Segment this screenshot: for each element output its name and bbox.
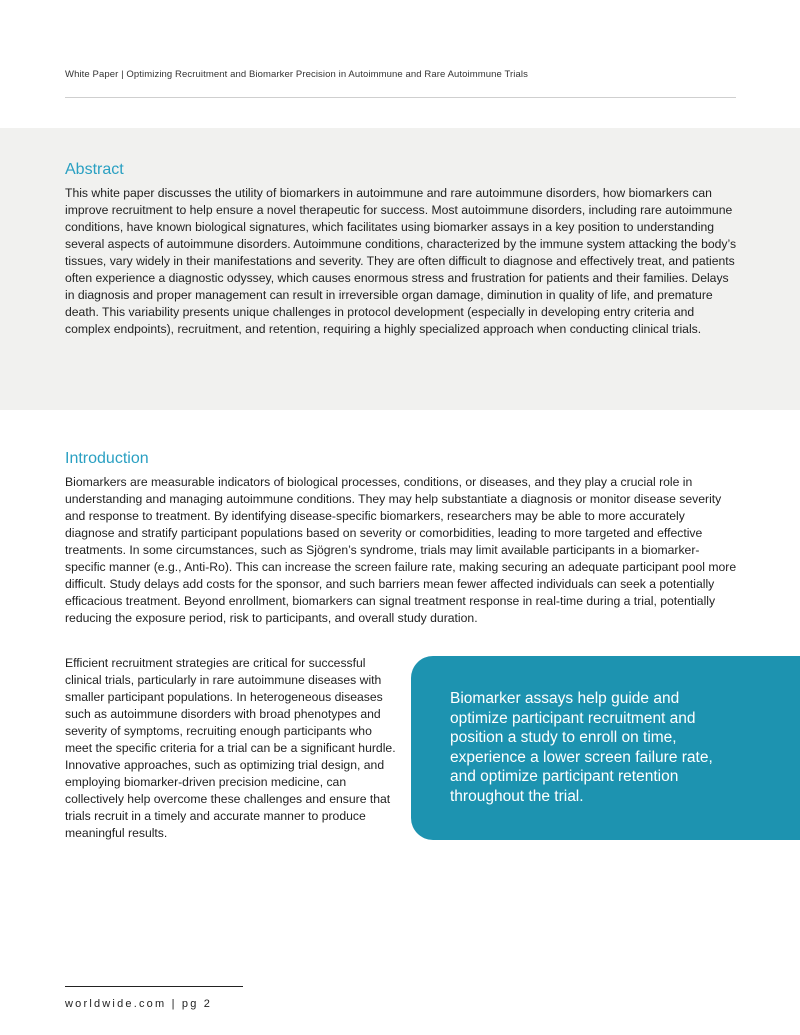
pull-quote-callout xyxy=(411,656,800,840)
pull-quote-text: Biomarker assays help guide and optimize participant recruitment and position a study to enroll on time, experience a lower screen failure rate, and optimize participant retention throughout the trial. xyxy=(450,690,713,805)
abstract-paragraph: This white paper discusses the utility of biomarkers in autoimmune and rare autoimmune disorders, how biomarkers can improve recruitment to help ensure a novel therapeutic for success. Most autoimmune disorders, including rare autoimmune conditions, have known biological signatures, which facilitates using biomarker assays in a key position to understanding several aspects of autoimmune disorders. Autoimmune conditions, characterized by the immune system attacking the body’s tissues, vary widely in their manifestations and severity. They are often difficult to diagnose and effectively treat, and patients often experience a diagnostic odyssey, which causes enormous stress and frustration for patients and their families. Delays in diagnosis and proper management can result in irreversible organ damage, diminution in quality of life, and premature death. This variability presents unique challenges in protocol development (especially in developing entry criteria and complex endpoints), recruitment, and retention, requiring a highly specialized approach when conducting clinical trials. xyxy=(65,186,737,336)
abstract-heading: Abstract xyxy=(65,161,124,178)
introduction-heading: Introduction xyxy=(65,450,149,467)
header-divider xyxy=(65,97,736,98)
introduction-paragraph: Biomarkers are measurable indicators of biological processes, conditions, or diseases, and they play a crucial role in understanding and managing autoimmune conditions. They may help substantiate a diagnosis or monitor disease severity and response to treatment. By identifying disease-specific biomarkers, researchers may be able to more accurately diagnose and stratify participant populations based on severity or comorbidities, leading to more targeted and effective treatments. In some circumstances, such as Sjögren’s syndrome, trials may limit available participants in a biomarker-specific manner (e.g., Anti-Ro). This can increase the screen failure rate, making securing an adequate participant pool more difficult. Study delays add costs for the sponsor, and such barriers mean fewer affected individuals can seek a potentially efficacious treatment. Beyond enrollment, biomarkers can signal treatment response in real-time during a trial, potentially reducing the exposure period, risk to participants, and overall study duration. xyxy=(65,475,737,625)
footer-divider xyxy=(65,986,243,987)
recruitment-paragraph: Efficient recruitment strategies are critical for successful clinical trials, particularly in rare autoimmune diseases with smaller participant populations. In heterogeneous diseases such as autoimmune disorders with broad phenotypes and severity of symptoms, recruiting enough participants who meet the specific criteria for a trial can be a significant hurdle. Innovative approaches, such as optimizing trial design, and employing biomarker-driven precision medicine, can collectively help overcome these challenges and ensure that trials recruit in a timely and accurate manner to produce meaningful results. xyxy=(65,656,396,840)
page-footer: worldwide.com | pg 2 xyxy=(65,998,213,1010)
running-header: White Paper | Optimizing Recruitment and Biomarker Precision in Autoimmune and Rare Autoimmune Trials xyxy=(65,69,528,80)
